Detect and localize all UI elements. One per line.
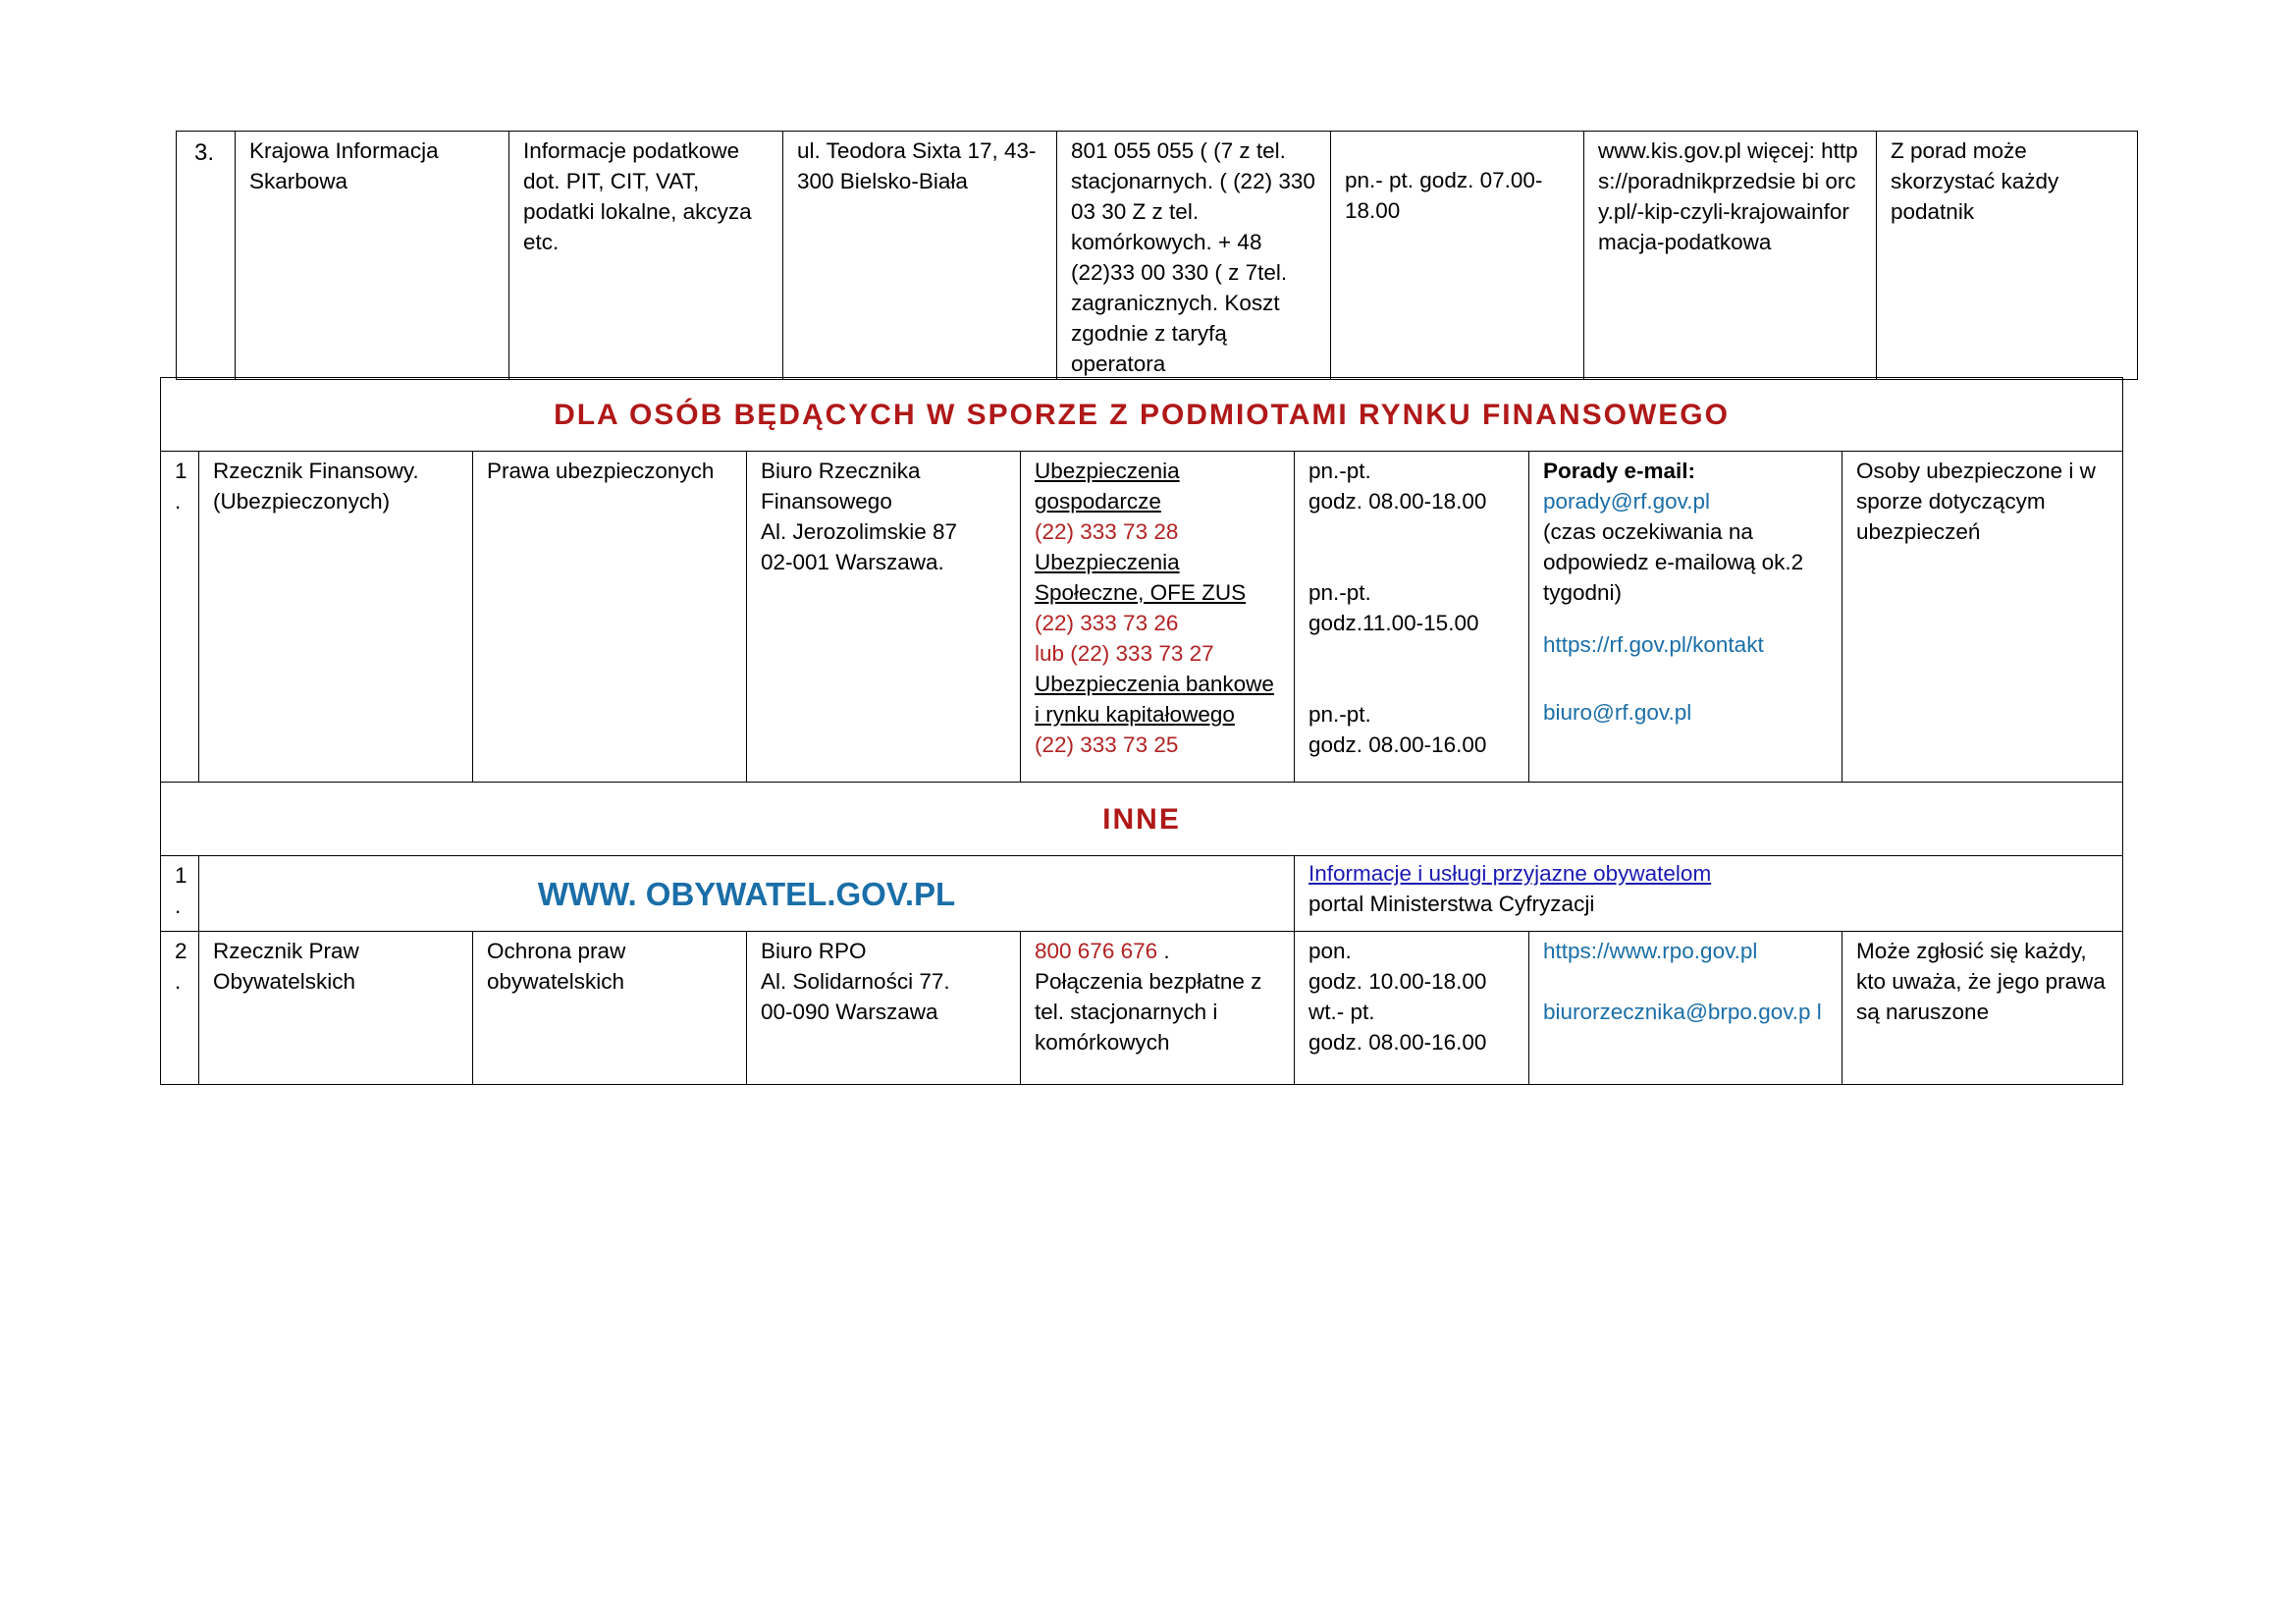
- row-number: 2 .: [161, 932, 199, 1085]
- phone-number: (22) 333 73 28: [1035, 519, 1179, 544]
- scope-cell: Ochrona praw obywatelskich: [473, 932, 747, 1085]
- hours-cell: pon. godz. 10.00-18.00 wt.- pt. godz. 08.00-16.00: [1295, 932, 1529, 1085]
- address-cell: Biuro RPO Al. Solidarności 77. 00-090 Warszawa: [747, 932, 1021, 1085]
- row-number: 1 .: [161, 856, 199, 932]
- institution-cell: Rzecznik Finansowy. (Ubezpieczonych): [199, 452, 473, 783]
- phone-label-social: Ubezpieczenia Społeczne, OFE ZUS: [1035, 550, 1247, 605]
- contact-link[interactable]: https://rf.gov.pl/kontakt: [1543, 632, 1764, 657]
- web-cell: www.kis.gov.pl więcej: https://poradnikprzedsie bi orcy.pl/-kip-czyli-krajowainformacja-podatkowa: [1584, 132, 1877, 380]
- email-link[interactable]: biurorzecznika@brpo.gov.p l: [1543, 1000, 1822, 1024]
- portal-cell: Informacje i usługi przyjazne obywatelom portal Ministerstwa Cyfryzacji: [1295, 856, 2123, 932]
- email-link[interactable]: porady@rf.gov.pl: [1543, 489, 1711, 514]
- hours-cell: pn.-pt. godz. 08.00-18.00 pn.-pt. godz.11.00-15.00 pn.-pt. godz. 08.00-16.00: [1295, 452, 1529, 783]
- phone-cell: 801 055 055 ( (7 z tel. stacjonarnych. ( (22) 330 03 30 Z z tel. komórkowych. + 48 (22)33 00 330 ( z 7tel. zagranicznych. Koszt zgodnie z taryfą operatora: [1057, 132, 1331, 380]
- phone-cell: [1021, 452, 1295, 783]
- phone-cell: 800 676 676 . Połączenia bezpłatne z tel. stacjonarnych i komórkowych: [1021, 932, 1295, 1085]
- hours-cell: pn.- pt. godz. 07.00-18.00: [1331, 132, 1584, 380]
- top-table: [176, 131, 2138, 380]
- services-link[interactable]: Informacje i usługi przyjazne obywatelom: [1308, 861, 1712, 886]
- email-link[interactable]: biuro@rf.gov.pl: [1543, 700, 1692, 725]
- section-heading-financial: DLA OSÓB BĘDĄCYCH W SPORZE Z PODMIOTAMI RYNKU FINANSOWEGO: [161, 378, 2123, 452]
- institution-cell: Rzecznik Praw Obywatelskich: [199, 932, 473, 1085]
- section-heading-other: INNE: [161, 783, 2123, 856]
- phone-label-banking: Ubezpieczenia bankowe i rynku kapitałowego: [1035, 672, 1274, 727]
- address-cell: Biuro Rzecznika Finansowego Al. Jerozolimskie 87 02-001 Warszawa.: [747, 452, 1021, 783]
- row-number: 3.: [177, 132, 236, 380]
- institution-cell: Krajowa Informacja Skarbowa: [236, 132, 509, 380]
- who-cell: Osoby ubezpieczone i w sporze dotyczącym ubezpieczeń: [1842, 452, 2123, 783]
- who-cell: Z porad może skorzystać każdy podatnik: [1877, 132, 2138, 380]
- scope-cell: Informacje podatkowe dot. PIT, CIT, VAT, podatki lokalne, akcyza etc.: [509, 132, 783, 380]
- address-cell: ul. Teodora Sixta 17, 43-300 Bielsko-Biała: [783, 132, 1057, 380]
- phone-label-economic: Ubezpieczenia gospodarcze: [1035, 459, 1180, 514]
- phone-number: 800 676 676: [1035, 939, 1158, 963]
- rpo-link[interactable]: https://www.rpo.gov.pl: [1543, 939, 1758, 963]
- main-table: [160, 377, 2123, 1085]
- who-cell: Może zgłosić się każdy, kto uważa, że jego prawa są naruszone: [1842, 932, 2123, 1085]
- email-cell: Porady e-mail: porady@rf.gov.pl (czas oczekiwania na odpowiedz e-mailową ok.2 tygodni) https://rf.gov.pl/kontakt biuro@rf.gov.pl: [1529, 452, 1842, 783]
- phone-number: lub (22) 333 73 27: [1035, 641, 1214, 666]
- obywatel-site-link[interactable]: WWW. OBYWATEL.GOV.PL: [199, 856, 1295, 932]
- row-number: 1 .: [161, 452, 199, 783]
- phone-number: (22) 333 73 26: [1035, 611, 1179, 635]
- web-cell: [1529, 932, 1842, 1085]
- phone-number: (22) 333 73 25: [1035, 732, 1179, 757]
- scope-cell: Prawa ubezpieczonych: [473, 452, 747, 783]
